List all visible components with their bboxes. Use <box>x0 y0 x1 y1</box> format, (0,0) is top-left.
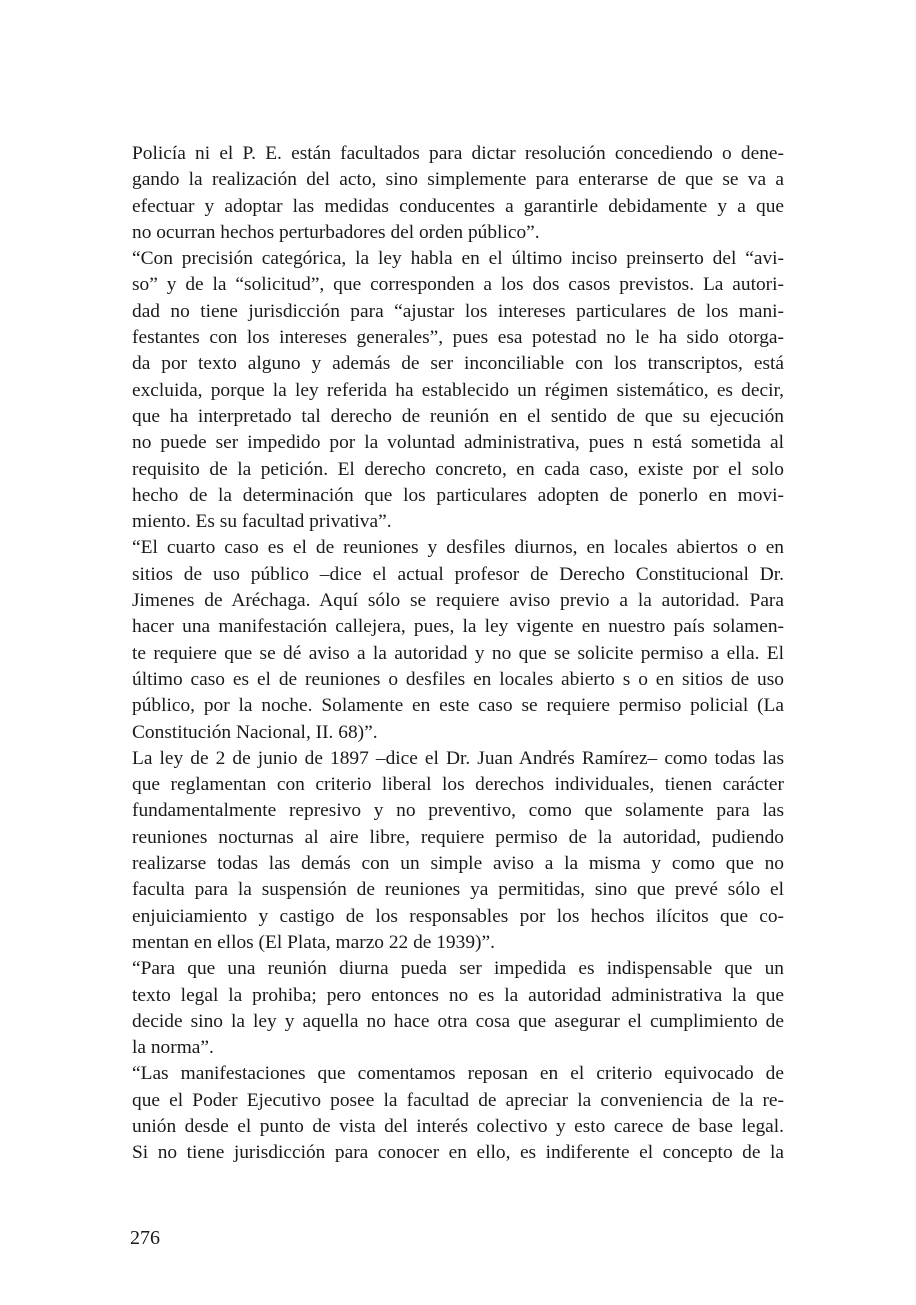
text-line: decide sino la ley y aquella no hace otra cosa que asegurar el cumplimiento de <box>132 1010 784 1032</box>
text-line: texto legal la prohiba; pero entonces no es la autoridad administrativa la que <box>132 984 784 1006</box>
text-line: “Las manifestaciones que comentamos reposan en el criterio equivocado de <box>132 1063 784 1085</box>
text-line: Jimenes de Aréchaga. Aquí sólo se requiere aviso previo a la autoridad. Para <box>132 590 784 612</box>
text-line: enjuiciamiento y castigo de los responsables por los hechos ilícitos que co- <box>132 905 784 927</box>
text-line: que reglamentan con criterio liberal los derechos individuales, tienen carácter <box>132 774 784 796</box>
text-line: realizarse todas las demás con un simple aviso a la misma y como que no <box>132 853 784 875</box>
text-line: reuniones nocturnas al aire libre, requiere permiso de la autoridad, pudiendo <box>132 826 784 848</box>
text-line: “Con precisión categórica, la ley habla en el último inciso preinserto del “avi- <box>132 248 784 270</box>
text-line: fundamentalmente represivo y no preventivo, como que solamente para las <box>132 800 784 822</box>
text-line: requisito de la petición. El derecho concreto, en cada caso, existe por el solo <box>132 458 784 480</box>
text-line: La ley de 2 de junio de 1897 –dice el Dr. Juan Andrés Ramírez– como todas las <box>132 747 784 769</box>
text-line: faculta para la suspensión de reuniones ya permitidas, sino que prevé sólo el <box>132 879 784 901</box>
text-line: dad no tiene jurisdicción para “ajustar los intereses particulares de los mani- <box>132 300 784 322</box>
text-line: Policía ni el P. E. están facultados para dictar resolución concediendo o dene- <box>132 143 784 164</box>
text-line: público, por la noche. Solamente en este caso se requiere permiso policial (La <box>132 695 784 717</box>
page-number: 276 <box>130 1227 160 1249</box>
text-line: Si no tiene jurisdicción para conocer en ello, es indiferente el concepto de la <box>132 1142 784 1164</box>
text-line: gando la realización del acto, sino simplemente para enterarse de que se va a <box>132 169 784 191</box>
text-line: “Para que una reunión diurna pueda ser impedida es indispensable que un <box>132 958 784 980</box>
text-line: no ocurran hechos perturbadores del orden público”. <box>132 221 540 243</box>
text-line: te requiere que se dé aviso a la autoridad y no que se solicite permiso a ella. El <box>132 642 784 664</box>
text-line: so” y de la “solicitud”, que corresponden a los dos casos previstos. La autori- <box>132 274 784 296</box>
text-line: excluida, porque la ley referida ha establecido un régimen sistemático, es decir, <box>132 379 784 401</box>
text-line: Constitución Nacional, II. 68)”. <box>132 721 378 743</box>
text-line: “El cuarto caso es el de reuniones y desfiles diurnos, en locales abiertos o en <box>132 537 784 559</box>
text-line: hacer una manifestación callejera, pues, la ley vigente en nuestro país solamen- <box>132 616 784 638</box>
body-text <box>132 141 784 1167</box>
text-line: que ha interpretado tal derecho de reunión en el sentido de que su ejecución <box>132 405 784 427</box>
text-line: da por texto alguno y además de ser inconciliable con los transcriptos, está <box>132 353 784 375</box>
text-line: efectuar y adoptar las medidas conducentes a garantirle debidamente y a que <box>132 195 784 217</box>
text-line: unión desde el punto de vista del interés colectivo y esto carece de base legal. <box>132 1115 784 1137</box>
text-line: hecho de la determinación que los particulares adopten de ponerlo en movi- <box>132 484 784 506</box>
text-line: no puede ser impedido por la voluntad administrativa, pues n está sometida al <box>132 432 784 454</box>
text-line: la norma”. <box>132 1037 214 1059</box>
text-line: festantes con los intereses generales”, pues esa potestad no le ha sido otorga- <box>132 327 784 349</box>
text-line: que el Poder Ejecutivo posee la facultad de apreciar la conveniencia de la re- <box>132 1089 784 1111</box>
text-line: mentan en ellos (El Plata, marzo 22 de 1939)”. <box>132 931 495 953</box>
text-line: miento. Es su facultad privativa”. <box>132 511 392 533</box>
text-line: último caso es el de reuniones o desfiles en locales abierto s o en sitios de uso <box>132 668 784 690</box>
text-line: sitios de uso público –dice el actual profesor de Derecho Constitucional Dr. <box>132 563 784 585</box>
